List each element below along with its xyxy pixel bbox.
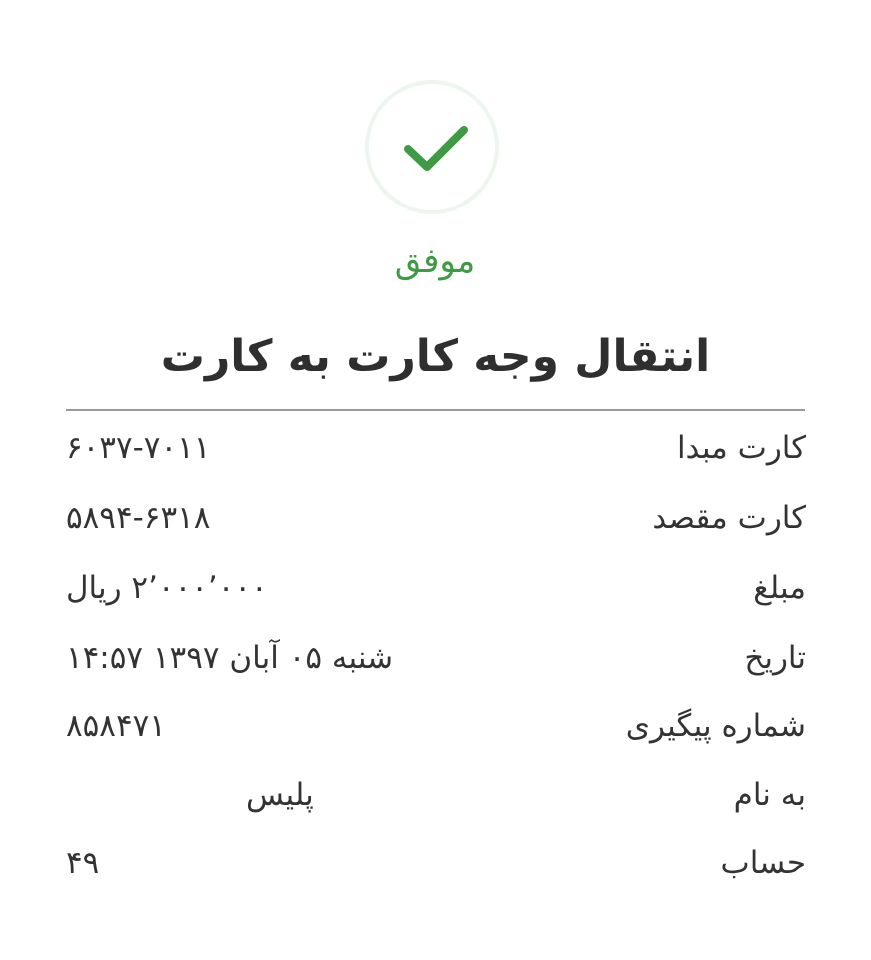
detail-row-recipient-name [66, 770, 806, 820]
tracking-number-label: شماره پیگیری [625, 708, 806, 744]
source-card-label: کارت مبدا [676, 430, 806, 466]
account-value: ۴۹ [66, 845, 100, 881]
check-icon [401, 122, 471, 176]
recipient-name-label: به نام [733, 777, 806, 813]
page-title: انتقال وجه کارت به کارت [160, 331, 711, 382]
detail-row-destination-card [66, 493, 806, 543]
success-status-circle [365, 80, 499, 214]
amount-value: ۲٬۰۰۰٬۰۰۰ ریال [66, 570, 268, 606]
divider [66, 409, 805, 411]
detail-row-tracking-number [66, 701, 806, 751]
date-value: شنبه ۰۵ آبان ۱۳۹۷ ۱۴:۵۷ [66, 640, 394, 676]
detail-row-amount [66, 563, 806, 613]
date-label: تاریخ [744, 640, 806, 676]
recipient-name-value: پلیس [246, 777, 314, 813]
tracking-number-value: ۸۵۸۴۷۱ [66, 708, 166, 744]
status-label: موفق [394, 241, 476, 281]
detail-row-date [66, 633, 806, 683]
detail-row-account [66, 838, 806, 888]
detail-row-source-card [66, 423, 806, 473]
source-card-value: ۶۰۳۷-۷۰۱۱ [66, 430, 211, 466]
amount-label: مبلغ [753, 570, 806, 606]
destination-card-value: ۵۸۹۴-۶۳۱۸ [66, 500, 211, 536]
account-label: حساب [720, 845, 806, 881]
destination-card-label: کارت مقصد [652, 500, 806, 536]
